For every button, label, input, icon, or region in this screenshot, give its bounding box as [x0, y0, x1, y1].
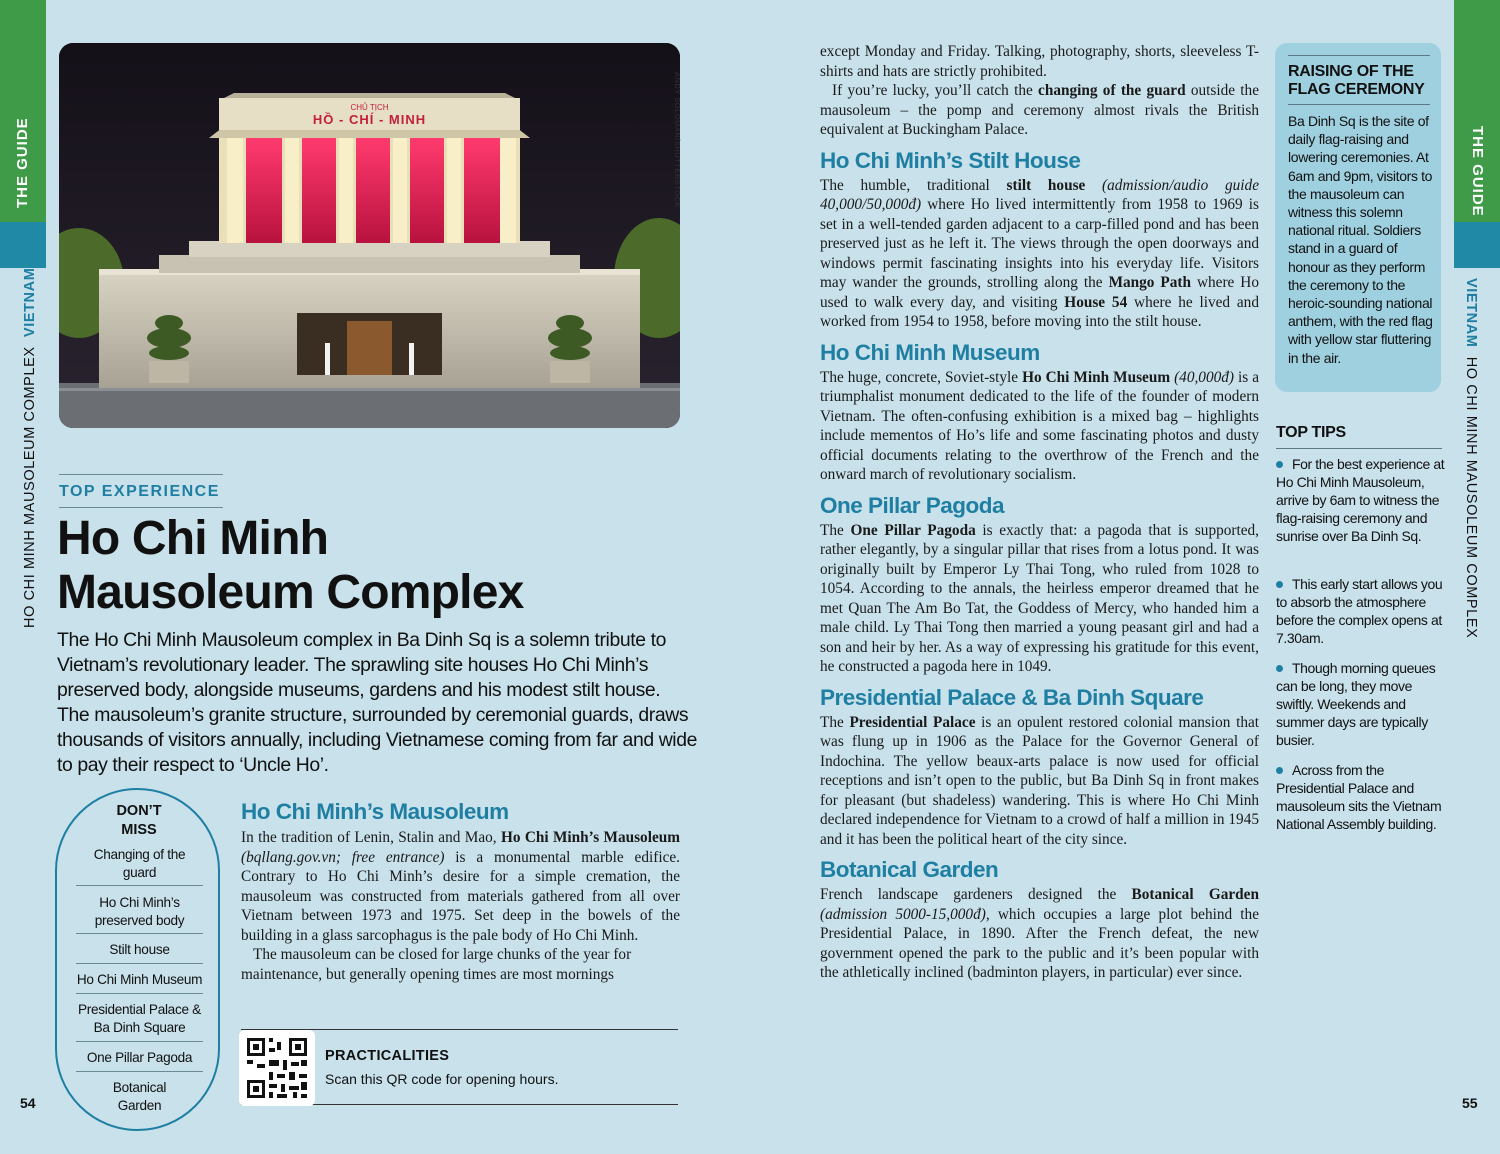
- guide-tab-left-label: THE GUIDE: [14, 117, 31, 208]
- dont-miss-item: Stilt house: [109, 942, 170, 957]
- dont-miss-item: One Pillar Pagoda: [86, 1050, 193, 1065]
- paragraph-continued: except Monday and Friday. Talking, photography, shorts, sleeveless T-shirts and hats are strictly prohibited.: [820, 43, 1259, 80]
- running-title-left: HO CHI MINH MAUSOLEUM COMPLEX VIETNAM: [22, 267, 38, 628]
- page-number-left: 54: [20, 1095, 36, 1111]
- kicker-rule-top: [59, 474, 223, 475]
- flag-rule-bottom: [1288, 104, 1430, 105]
- page-number-right: 55: [1462, 1095, 1478, 1111]
- dont-miss-item: Changing of the guard: [93, 847, 186, 880]
- kicker-rule-bottom: [59, 507, 223, 508]
- qr-code[interactable]: [239, 1030, 315, 1106]
- bullet-icon: [1276, 665, 1283, 672]
- photo-credit: ANDY SOLOMAN/SHUTTERSTOCK: [673, 72, 682, 208]
- mausoleum-illustration: [59, 43, 680, 428]
- practicalities-text: Scan this QR code for opening hours.: [325, 1071, 559, 1087]
- bullet-icon: [1276, 461, 1283, 468]
- dont-miss-rule: [76, 1041, 203, 1042]
- bullet-icon: [1276, 767, 1283, 774]
- tip-item: Across from the Presidential Palace and mausoleum sits the Vietnam National Assembly building.: [1276, 762, 1442, 832]
- paragraph-stilt-house: The humble, traditional stilt house (admission/audio guide 40,000/50,000đ) where Ho lived intermittently from 1958 to 1969 is set in a well-tended garden adjacent to a carp-filled pond and has been preserved just as he left it. The views through the open doorways and windows permit fascinating insights into his everyday life. Visitors may wander the grounds, strolling along the Mango Path where Ho used to walk every day, and visiting House 54 where he lived and worked from 1954 to 1958, before moving into the stilt house.: [820, 176, 1260, 330]
- paragraph-museum: The huge, concrete, Soviet-style Ho Chi Minh Museum (40,000đ) is a triumphalist monument dedicated to the life of the founder of modern Vietnam. The often-confusing exhibition is a mixed bag – highlights include mementos of Ho’s life and some fascinating photos and dusty official documents relating to the overthrow of the French and the onward march of revolutionary socialism.: [820, 368, 1260, 483]
- dont-miss-rule: [76, 963, 203, 964]
- kicker-label: TOP EXPERIENCE: [59, 483, 220, 500]
- country-tab-right: [1454, 222, 1500, 268]
- dont-miss-box: [55, 788, 220, 1131]
- flag-ceremony-title: RAISING OF THE FLAG CEREMONY: [1288, 63, 1425, 98]
- bullet-icon: [1276, 581, 1283, 588]
- dont-miss-item: Ho Chi Minh’s preserved body: [94, 895, 185, 928]
- flag-rule-top: [1288, 55, 1430, 56]
- section-heading-mausoleum: Ho Chi Minh’s Mausoleum: [241, 799, 509, 824]
- dont-miss-item: Presidential Palace & Ba Dinh Square: [78, 1002, 201, 1035]
- mausoleum-paragraph: In the tradition of Lenin, Stalin and Mao, Ho Chi Minh’s Mausoleum (bqllang.gov.vn; free entrance) is a monumental marble edifice. Contrary to Ho Chi Minh’s desire for a simple cremation, the mausoleum was constructed from materials gathered from all over Vietnam between 1973 and 1975. Set deep in the bowels of the building in a glass sarcophagus is the pale body of Ho Chi Minh.: [241, 829, 680, 944]
- mausoleum-section: [241, 798, 680, 984]
- dont-miss-title: DON’T MISS: [116, 803, 162, 838]
- top-tips-rule: [1276, 448, 1442, 449]
- country-tab-left: [0, 222, 46, 268]
- dont-miss-rule: [76, 885, 203, 886]
- mausoleum-photo: [59, 43, 680, 428]
- dont-miss-item: Botanical Garden: [112, 1080, 167, 1113]
- section-heading-garden: Botanical Garden: [820, 857, 999, 882]
- dont-miss-item: Ho Chi Minh Museum: [76, 972, 203, 987]
- dont-miss-rule: [76, 993, 203, 994]
- section-heading-museum: Ho Chi Minh Museum: [820, 339, 1040, 365]
- practicalities-title: PRACTICALITIES: [325, 1048, 450, 1064]
- tip-item: Though morning queues can be long, they move swiftly. Weekends and summer days are typically busier.: [1276, 660, 1436, 748]
- page-title: Ho Chi Minh Mausoleum Complex: [57, 512, 524, 619]
- dont-miss-rule: [76, 1071, 203, 1072]
- paragraph-palace: The Presidential Palace is an opulent restored colonial mansion that was flung up in 1906 as the Palace for the Governor General of Indochina. The yellow beaux-arts palace is now used for official receptions and isn’t open to the public, but Ba Dinh Sq in front makes for pleasant (but shadeless) wandering. This is where Ho Chi Minh declared independence for Vietnam to a crowd of half a million in 1945 and it has been the political heart of the city since.: [820, 713, 1260, 848]
- flag-ceremony-text: Ba Dinh Sq is the site of daily flag-raising and lowering ceremonies. At 6am and 9pm, visitors to the mausoleum can witness this solemn national ritual. Soldiers stand in a guard of honour as they perform the ceremony to the heroic-sounding national anthem, with the red flag with yellow star fluttering in the air.: [1288, 113, 1433, 366]
- section-heading-palace: Presidential Palace & Ba Dinh Square: [820, 684, 1204, 710]
- top-tips-title: TOP TIPS: [1276, 424, 1346, 441]
- section-heading-stilt-house: Ho Chi Minh’s Stilt House: [820, 147, 1081, 173]
- mausoleum-paragraph-2: The mausoleum can be closed for large chunks of the year for maintenance, but generally opening times are most mornings: [241, 946, 632, 983]
- flag-ceremony-box: [1275, 43, 1441, 392]
- sign-top-text: CHỦ TỊCH: [350, 103, 389, 112]
- guide-tab-right-label: THE GUIDE: [1469, 126, 1486, 217]
- tip-item: This early start allows you to absorb the atmosphere before the complex opens at 7.30am.: [1276, 576, 1443, 646]
- main-column-right: [820, 42, 1259, 983]
- dont-miss-rule: [76, 933, 203, 934]
- paragraph-pagoda: The One Pillar Pagoda is exactly that: a pagoda that is supported, rather elegantly, by a singular pillar that rises from a lotus pond. It was originally built by Emperor Ly Thai Tong, who ruled from 1028 to 1054. According to the annals, the heirless emperor dreamed that he met Quan The Am Bo Tat, the Goddess of Mercy, who handed him a male child. Ly Thai Tong then married a young peasant girl and had a son and heir by her. As a way of expressing his gratitude for this event, he constructed a pagoda here in 1049.: [820, 521, 1260, 675]
- section-heading-pagoda: One Pillar Pagoda: [820, 492, 1005, 518]
- paragraph-guard: If you’re lucky, you’ll catch the changing of the guard outside the mausoleum – the pomp and ceremony almost rivals the British equivalent at Buckingham Palace.: [820, 82, 1259, 138]
- paragraph-garden: French landscape gardeners designed the Botanical Garden (admission 5000-15,000đ), which occupies a large plot behind the Presidential Palace, in 1890. After the French defeat, the new government opened the park to the public and it’s been popular with the athletically inclined (badminton players, in particular) ever since.: [820, 886, 1259, 981]
- intro-paragraph: The Ho Chi Minh Mausoleum complex in Ba Dinh Sq is a solemn tribute to Vietnam’s revolutionary leader. The sprawling site houses Ho Chi Minh’s preserved body, alongside museums, gardens and his modest stilt house. The mausoleum’s granite structure, surrounded by ceremonial guards, draws thousands of visitors annually, including Vietnamese coming from far and wide to pay their respect to ‘Uncle Ho’.: [57, 629, 697, 776]
- sign-main-text: HỒ - CHÍ - MINH: [312, 112, 427, 127]
- tip-item: For the best experience at Ho Chi Minh Mausoleum, arrive by 6am to witness the flag-raising ceremony and sunrise over Ba Dinh Sq.: [1276, 456, 1445, 544]
- running-title-right: VIETNAM HO CHI MINH MAUSOLEUM COMPLEX: [1463, 278, 1479, 639]
- qr-code-icon: [239, 1030, 315, 1106]
